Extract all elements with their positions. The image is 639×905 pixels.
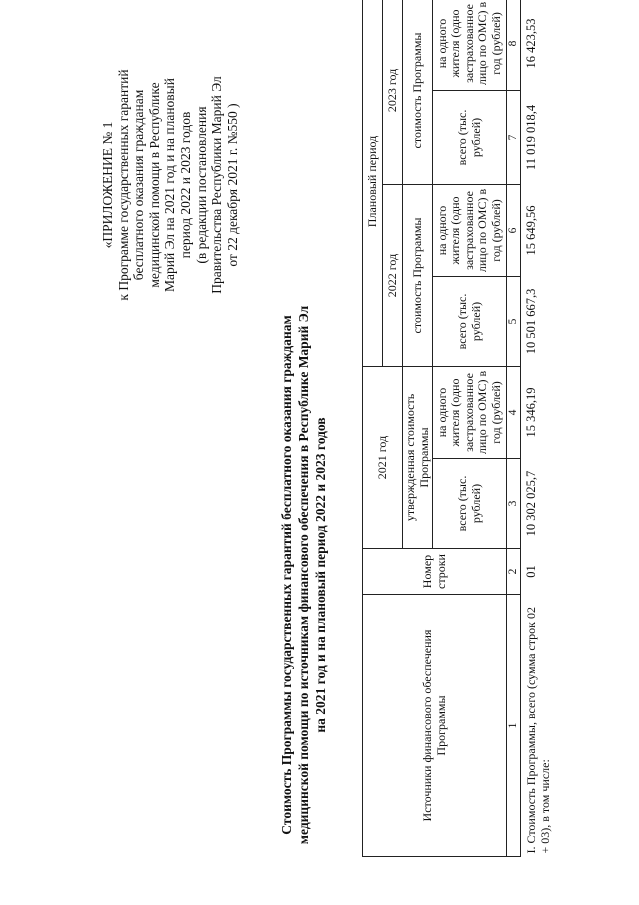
header-total-2023: всего (тыс. рублей)	[433, 90, 507, 184]
appendix-line: бесплатного оказания гражданам	[131, 89, 147, 281]
row-source: I. Стоимость Программы, всего (сумма строк 02 + 03), в том числе:	[524, 607, 552, 854]
appendix-line: период 2022 и 2023 годов	[177, 111, 193, 259]
header-per-resident-2023: на одного жителя (одно застрахованное лицо по ОМС) в год (рублей)	[433, 0, 507, 90]
appendix-line: от 22 декабря 2021 г. №550 )	[224, 103, 240, 267]
appendix-line: Правительства Республики Марий Эл	[209, 76, 225, 294]
column-number: 4	[507, 366, 521, 458]
title-line: на 2021 год и на плановый период 2022 и 2023 годов	[313, 417, 328, 733]
column-number: 6	[507, 184, 521, 276]
appendix-line: (в редакции постановления	[193, 106, 209, 264]
cell-per-resident-2022: 15 649,56	[524, 205, 539, 256]
appendix-line: медицинской помощи в Республике	[146, 82, 162, 288]
header-per-resident-2021: на одного жителя (одно застрахованное лицо по ОМС) в год (рублей)	[433, 366, 507, 458]
cell-per-resident-2023: 16 423,53	[524, 18, 539, 69]
appendix-line: Марий Эл на 2021 год и на плановый	[162, 78, 178, 292]
appendix-line: к Программе государственных гарантий	[115, 69, 131, 301]
cell-total-2023: 11 019 018,4	[524, 104, 539, 171]
header-program-cost-2023: стоимость Программы	[403, 0, 433, 184]
column-number: 8	[507, 0, 521, 90]
row-number: 01	[524, 565, 539, 578]
header-source: Источники финансового обеспечения Программы	[363, 595, 507, 857]
cell-per-resident-2021: 15 346,19	[524, 387, 539, 438]
header-per-resident-2022: на одного жителя (одно застрахованное лицо по ОМС) в год (рублей)	[433, 184, 507, 276]
title-line: Стоимость Программы государственных гарантий бесплатного оказания гражданам	[279, 315, 294, 835]
header-year-2022: 2022 год	[383, 184, 403, 366]
header-planned-period: Плановый период	[363, 0, 383, 366]
cell-total-2021: 10 302 025,7	[524, 470, 539, 537]
cell-total-2022: 10 501 667,3	[524, 288, 539, 355]
header-year-2023: 2023 год	[383, 0, 403, 184]
column-number: 7	[507, 90, 521, 184]
header-total-2021: всего (тыс. рублей)	[433, 459, 507, 549]
column-number: 5	[507, 276, 521, 366]
appendix-header	[100, 55, 240, 315]
header-program-cost-2022: стоимость Программы	[403, 184, 433, 366]
title-line: медицинской помощи по источникам финансового обеспечения в Республике Марий Эл	[296, 305, 311, 845]
table-row	[521, 0, 553, 857]
column-number: 3	[507, 459, 521, 549]
header-row-number: Номер строки	[363, 549, 507, 595]
document-title	[278, 295, 329, 855]
appendix-line: «ПРИЛОЖЕНИЕ № 1	[100, 121, 115, 249]
column-number: 1	[507, 595, 521, 857]
header-year-2021: 2021 год	[363, 366, 403, 548]
column-number: 2	[507, 549, 521, 595]
header-total-2022: всего (тыс. рублей)	[433, 276, 507, 366]
header-approved-cost: утвержденная стоимость Программы	[403, 366, 433, 548]
program-cost-table	[362, 0, 553, 857]
